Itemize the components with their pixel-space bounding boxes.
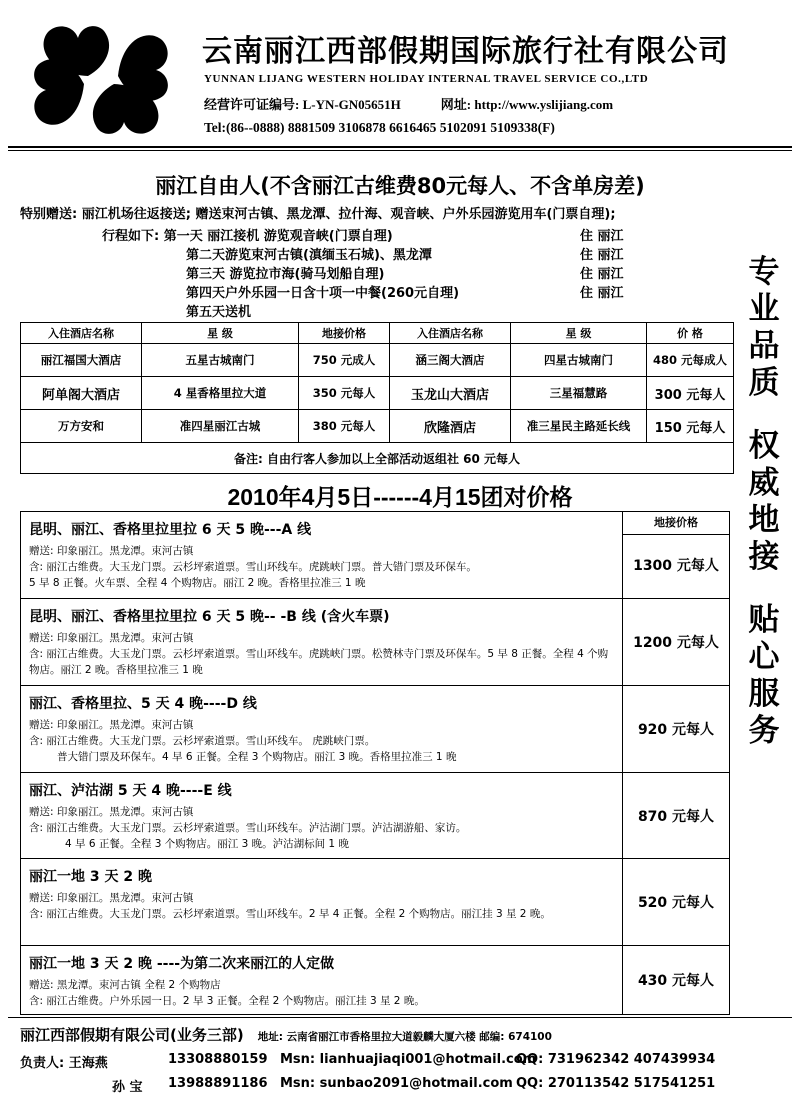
tour-row-local: [21, 859, 730, 946]
tours-title: 2010年4月5日------4月15团对价格: [227, 484, 573, 510]
tour-desc: [21, 599, 623, 686]
tour-price: 1300 元每人: [633, 558, 719, 574]
company-name-cn: 云南丽江西部假期国际旅行社有限公司: [202, 34, 729, 69]
tour-desc: [21, 946, 623, 1015]
tour-desc: [21, 686, 623, 773]
tour-line: 5 早 8 正餐。火车票、全程 4 个购物店。丽江 2 晚。香格里拉准三 1 晚: [29, 577, 366, 589]
contact-row: [20, 1076, 780, 1094]
tour-title: 丽江、泸沽湖 5 天 4 晚----E 线: [29, 783, 232, 799]
hotel-cell: 300 元每人: [647, 377, 734, 410]
hotel-header-cell: 星 级: [142, 323, 299, 344]
hotel-cell: 350 元每人: [299, 377, 390, 410]
contact-msn[interactable]: Msn: lianhuajiaqi001@hotmail.com: [280, 1052, 537, 1067]
tour-line: 含: 丽江古维费。大玉龙门票。云杉坪索道票。雪山环线车。 虎跳峡门票。: [29, 735, 376, 747]
hotel-cell: 四星古城南门: [511, 344, 647, 377]
contact-name: 孙 宝: [112, 1080, 143, 1095]
tour-line: 含: 丽江古维费。大玉龙门票。云杉坪索道票。雪山环线车。2 早 4 正餐。全程 2 个购物店。丽江挂 3 星 2 晚。: [29, 908, 551, 920]
vertical-slogan: [738, 254, 790, 750]
tour-row-b: [21, 599, 730, 686]
hotel-header-cell: 地接价格: [299, 323, 390, 344]
header-divider: [8, 146, 792, 148]
tour-line: 含: 丽江古维费。大玉龙门票。云杉坪索道票。雪山环线车。虎跳峡门票。普大错门票及环保车。: [29, 561, 477, 573]
hotel-cell: 涵三阁大酒店: [390, 344, 511, 377]
website[interactable]: 网址: http://www.yslijiang.com: [440, 97, 614, 112]
tour-price: 870 元每人: [623, 773, 730, 859]
hotel-row: [21, 344, 734, 377]
tour-price: 920 元每人: [623, 686, 730, 773]
tours-table: [20, 511, 730, 1015]
footer-company: 丽江西部假期有限公司(业务三部): [20, 1026, 244, 1044]
contact-name: 负责人: 王海燕: [20, 1056, 108, 1071]
tour-title: 昆明、丽江、香格里拉里拉 6 天 5 晚-- -B 线 (含火车票): [29, 609, 390, 625]
hotel-cell: 阿单阁大酒店: [21, 377, 142, 410]
itinerary-day1: 行程如下: 第一天 丽江接机 游览观音峡(门票自理) 住 丽江: [102, 229, 624, 244]
hotel-note-row: [21, 443, 734, 474]
hotel-cell: 380 元每人: [299, 410, 390, 443]
slogan-char: 质: [748, 365, 780, 401]
hotel-cell: 五星古城南门: [142, 344, 299, 377]
hotel-cell: 丽江福国大酒店: [21, 344, 142, 377]
license-number: 经营许可证编号: L-YN-GN05651H: [204, 97, 401, 112]
itinerary-day4: 第四天户外乐园一日含十项一中餐(260元自理) 住 丽江: [186, 286, 624, 301]
contact-qq: QQ: 731962342 407439934: [516, 1052, 716, 1067]
tour-line: 含: 丽江古维费。大玉龙门票。云杉坪索道票。雪山环线车。泸沽湖门票。泸沽湖游船、家访。: [29, 822, 467, 834]
tour-row-a: [21, 512, 730, 599]
contact-qq: QQ: 270113542 517541251: [516, 1076, 716, 1091]
clover-logo: [18, 18, 188, 140]
tour-price-cell: [623, 512, 730, 599]
hotel-table: [20, 322, 734, 474]
slogan-char: 品: [748, 328, 780, 364]
tour-price: 520 元每人: [623, 859, 730, 946]
hotel-cell: 万方安和: [21, 410, 142, 443]
tour-desc: [21, 859, 623, 946]
slogan-char: 威: [748, 465, 780, 501]
tour-desc: [21, 512, 623, 599]
slogan-char: 贴: [748, 602, 780, 638]
hotel-cell: 玉龙山大酒店: [390, 377, 511, 410]
tour-line: 赠送: 印象丽江。黑龙潭。束河古镇: [29, 892, 194, 904]
slogan-gap: [738, 402, 790, 428]
slogan-char: 务: [748, 713, 780, 749]
contact-row: [20, 1052, 780, 1070]
hotel-cell: 三星福慧路: [511, 377, 647, 410]
tour-line: 含: 丽江古维费。大玉龙门票。云杉坪索道票。雪山环线车。虎跳峡门票。松赞林寺门票及环保车。5 早 8 正餐。全程 4 个购物店。丽江 2 晚。香格里拉准三 1 晚: [29, 648, 609, 676]
hotel-header-cell: 星 级: [511, 323, 647, 344]
tour-price: 1200 元每人: [623, 599, 730, 686]
hotel-note: 备注: 自由行客人参加以上全部活动返组社 60 元每人: [21, 443, 734, 474]
hotel-cell: 4 星香格里拉大道: [142, 377, 299, 410]
company-name-en: YUNNAN LIJANG WESTERN HOLIDAY INTERNAL TRAVEL SERVICE CO.,LTD: [204, 73, 649, 85]
itinerary-day3: 第三天 游览拉市海(骑马划船自理) 住 丽江: [186, 267, 624, 282]
slogan-gap: [738, 576, 790, 602]
tour-desc: [21, 773, 623, 859]
hotel-header-cell: 入住酒店名称: [390, 323, 511, 344]
hotel-cell: 480 元每成人: [647, 344, 734, 377]
tour-title: 丽江、香格里拉、5 天 4 晚----D 线: [29, 696, 257, 712]
tour-line: 4 早 6 正餐。全程 3 个购物店。丽江 3 晚。泸沽湖标间 1 晚: [65, 838, 349, 850]
tour-line: 普大错门票及环保车。4 早 6 正餐。全程 3 个购物店。丽江 3 晚。香格里拉准三 1 晚: [57, 751, 457, 763]
tour-line: 赠送: 印象丽江。黑龙潭。束河古镇: [29, 806, 194, 818]
contact-msn[interactable]: Msn: sunbao2091@hotmail.com: [280, 1076, 513, 1091]
slogan-char: 地: [748, 502, 780, 538]
slogan-char: 业: [748, 291, 780, 327]
hotel-header-row: [21, 323, 734, 344]
slogan-char: 权: [748, 428, 780, 464]
itinerary-day5: 第五天送机: [186, 305, 252, 320]
tour-price: 430 元每人: [623, 946, 730, 1015]
hotel-cell: 准四星丽江古城: [142, 410, 299, 443]
tour-row-repeat: [21, 946, 730, 1015]
hotel-row: [21, 410, 734, 443]
hotel-cell: 150 元每人: [647, 410, 734, 443]
tour-line: 赠送: 黑龙潭。束河古镇 全程 2 个购物店: [29, 979, 221, 991]
freetour-title: 丽江自由人(不含丽江古维费80元每人、不含单房差): [155, 174, 645, 198]
tour-row-d: [21, 686, 730, 773]
slogan-char: 接: [748, 539, 780, 575]
tour-title: 昆明、丽江、香格里拉里拉 6 天 5 晚---A 线: [29, 522, 312, 538]
footer-divider: [8, 1017, 792, 1018]
slogan-char: 心: [748, 639, 780, 675]
footer-address: 地址: 云南省丽江市香格里拉大道毅麟大厦六楼 邮编: 674100: [257, 1031, 552, 1043]
hotel-cell: 准三星民主路延长线: [511, 410, 647, 443]
header-divider-thin: [8, 150, 792, 151]
slogan-char: 专: [748, 254, 780, 290]
footer-company-row: [20, 1024, 552, 1045]
tour-line: 赠送: 印象丽江。黑龙潭。束河古镇: [29, 719, 194, 731]
contact-phone: 13988891186: [168, 1076, 268, 1091]
tour-title: 丽江一地 3 天 2 晚 ----为第二次来丽江的人定做: [29, 956, 335, 972]
contact-phone: 13308880159: [168, 1052, 268, 1067]
tour-line: 赠送: 印象丽江。黑龙潭。束河古镇: [29, 545, 194, 557]
hotel-row: [21, 377, 734, 410]
price-header: 地接价格: [623, 512, 729, 535]
hotel-cell: 750 元成人: [299, 344, 390, 377]
tour-title: 丽江一地 3 天 2 晚: [29, 869, 152, 885]
tour-row-e: [21, 773, 730, 859]
hotel-header-cell: 入住酒店名称: [21, 323, 142, 344]
freetour-gift: 特别赠送: 丽江机场往返接送; 赠送束河古镇、黑龙潭、拉什海、观音峡、户外乐园游览用车(门票自理);: [20, 207, 616, 222]
telephone: Tel:(86--0888) 8881509 3106878 6616465 5102091 5109338(F): [204, 120, 555, 135]
license-row: [204, 94, 653, 113]
hotel-header-cell: 价 格: [647, 323, 734, 344]
hotel-cell: 欣隆酒店: [390, 410, 511, 443]
slogan-char: 服: [748, 676, 780, 712]
itinerary-day2: 第二天游览束河古镇(滇缅玉石城)、黑龙潭 住 丽江: [186, 248, 624, 263]
tour-line: 赠送: 印象丽江。黑龙潭。束河古镇: [29, 632, 194, 644]
tour-line: 含: 丽江古维费。户外乐园一日。2 早 3 正餐。全程 2 个购物店。丽江挂 3 星 2 晚。: [29, 995, 425, 1007]
